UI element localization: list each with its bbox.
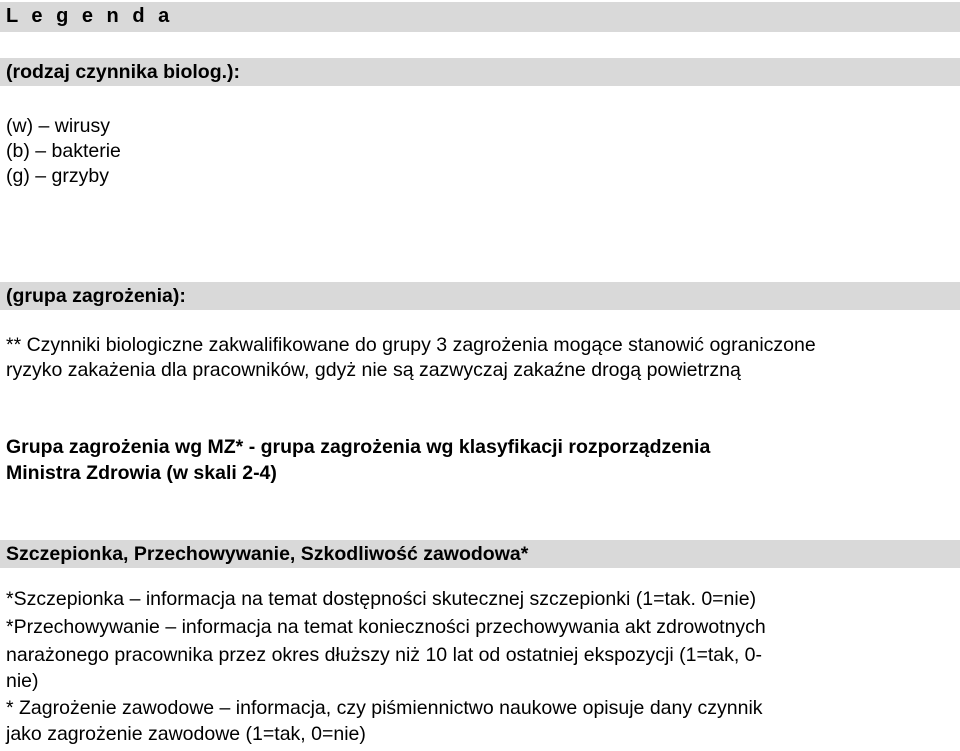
agent-type-item-viruses: (w) – wirusy <box>6 115 111 137</box>
hazard-group-heading: (grupa zagrożenia): <box>6 285 186 307</box>
vaccine-heading: Szczepionka, Przechowywanie, Szkodliwość zawodowa* <box>6 543 529 565</box>
storage-definition-line: *Przechowywanie – informacja na temat konieczności przechowywania akt zdrowotnych <box>6 616 766 638</box>
agent-type-item-fungi: (g) – grzyby <box>6 165 109 187</box>
agent-type-item-bacteria: (b) – bakterie <box>6 140 121 162</box>
storage-definition-line: narażonego pracownika przez okres dłuższy niż 10 lat od ostatniej ekspozycji (1=tak, 0- <box>6 644 763 666</box>
vaccine-definition-line: *Szczepionka – informacja na temat dostępności skutecznej szczepionki (1=tak. 0=nie) <box>6 588 757 610</box>
occupational-hazard-definition-line: * Zagrożenie zawodowe – informacja, czy piśmiennictwo naukowe opisuje dany czynnik <box>6 697 763 719</box>
storage-definition-line: nie) <box>6 670 39 692</box>
occupational-hazard-definition-line: jako zagrożenie zawodowe (1=tak, 0=nie) <box>6 723 366 745</box>
hazard-group-mz-line: Grupa zagrożenia wg MZ* - grupa zagrożenia wg klasyfikacji rozporządzenia <box>6 436 711 458</box>
hazard-group-note-line: ** Czynniki biologiczne zakwalifikowane do grupy 3 zagrożenia mogące stanowić ograniczone <box>6 334 816 356</box>
legend-title: L e g e n d a <box>6 5 174 27</box>
hazard-group-mz-line: Ministra Zdrowia (w skali 2-4) <box>6 462 277 484</box>
hazard-group-note-line: ryzyko zakażenia dla pracowników, gdyż nie są zazwyczaj zakaźne drogą powietrzną <box>6 359 741 381</box>
agent-type-heading: (rodzaj czynnika biolog.): <box>6 61 241 83</box>
